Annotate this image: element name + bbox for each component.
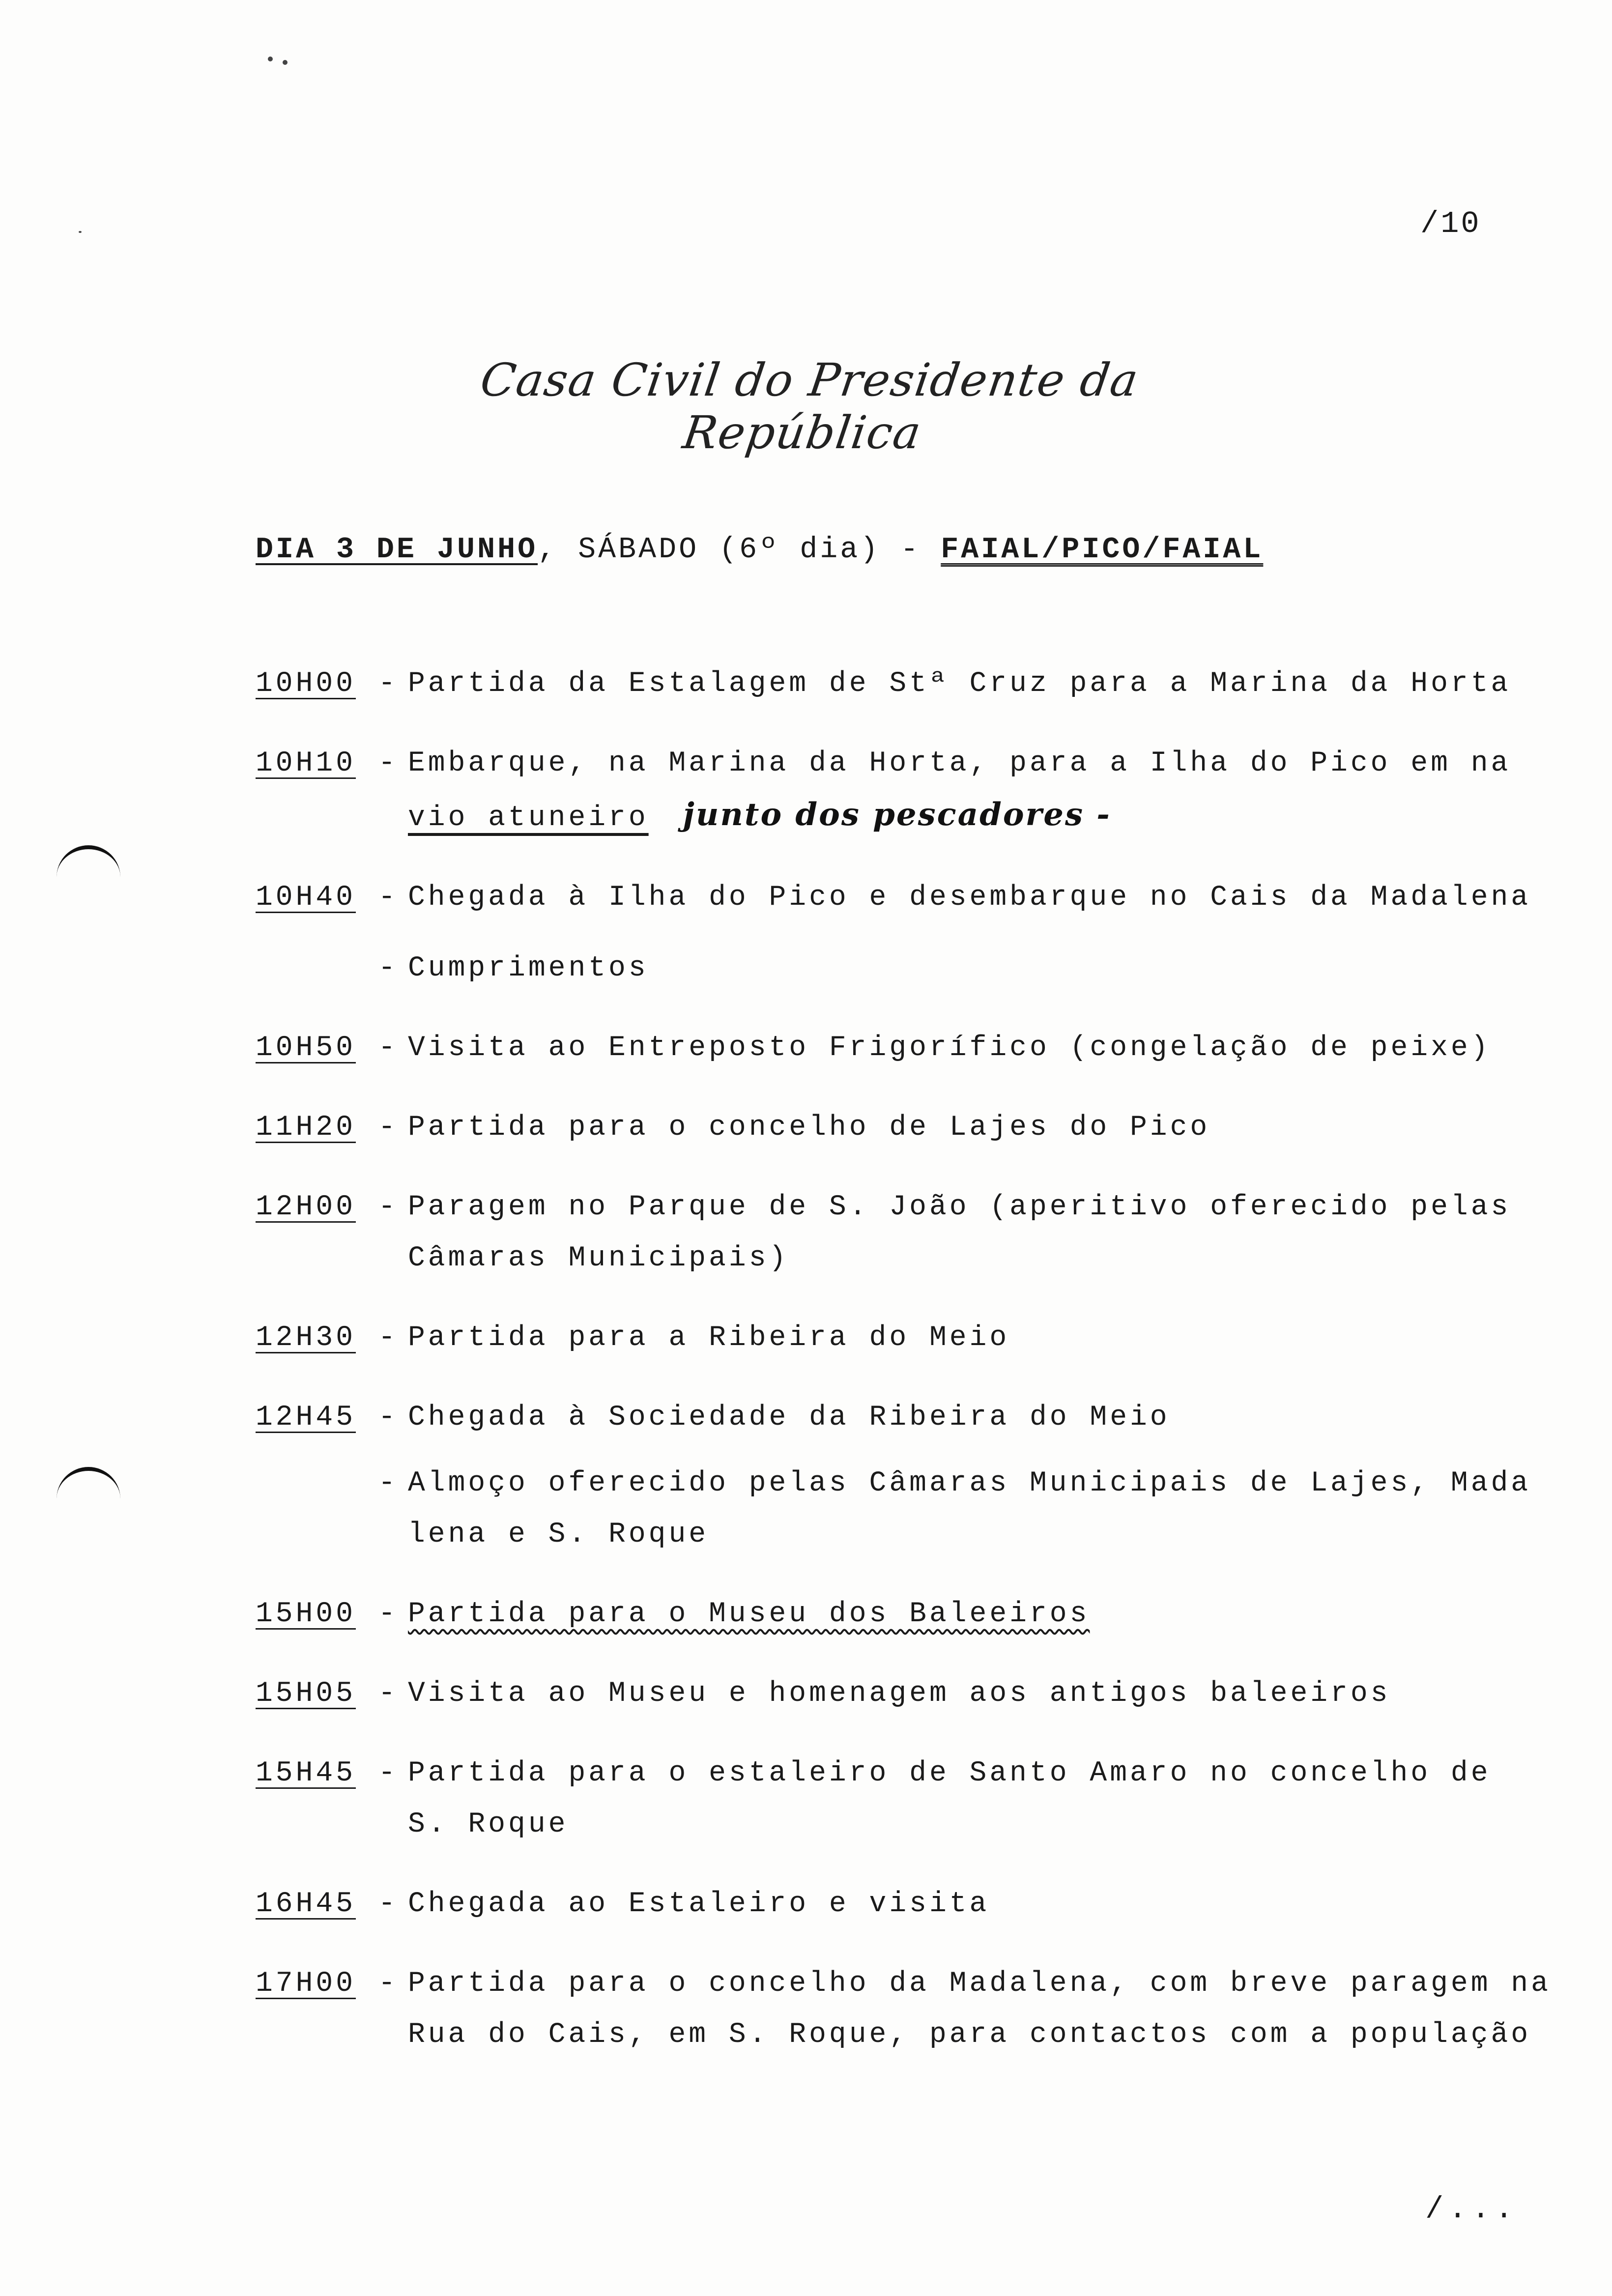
scan-speck [283, 60, 288, 65]
punch-hole-mark [57, 1467, 120, 1505]
entry-dash: - [378, 668, 399, 700]
punch-hole-mark [57, 845, 120, 884]
entry-text: Partida para o concelho de Lajes do Pico [408, 1112, 1210, 1144]
schedule-entry [256, 943, 1563, 994]
continuation-line [408, 789, 1563, 844]
entry-text: Chegada à Sociedade da Ribeira do Meio [408, 1402, 1170, 1434]
entry-dash: - [378, 1598, 399, 1630]
entry-dash: - [378, 952, 399, 984]
entry-dash: - [378, 1322, 399, 1354]
heading-dash: - [900, 533, 921, 567]
entry-dash: - [378, 882, 399, 914]
entry-text: Visita ao Museu e homenagem aos antigos baleeiros [408, 1678, 1391, 1710]
schedule-entry-continuation [256, 1509, 1563, 1560]
schedule-entry [256, 1668, 1563, 1720]
entry-text: Chegada ao Estaleiro e visita [408, 1888, 990, 1920]
schedule-entry-continuation [256, 1233, 1563, 1284]
schedule-entry [256, 1589, 1563, 1640]
heading-route: FAIAL/PICO/FAIAL [941, 533, 1264, 567]
entry-time: 12H30 [256, 1322, 356, 1354]
letterhead: Casa Civil do Presidente da República [477, 354, 1142, 459]
entry-text: Visita ao Entreposto Frigorífico (congelação de peixe) [408, 1032, 1491, 1064]
scan-speck [268, 57, 273, 61]
entry-text-continued: S. Roque [408, 1808, 569, 1840]
schedule-entry [256, 1023, 1563, 1074]
entry-text: Partida para o concelho da Madalena, com breve paragem na [408, 1968, 1551, 2000]
day-heading [256, 533, 1263, 567]
entry-time: 15H45 [256, 1757, 356, 1789]
entry-text: Embarque, na Marina da Horta, para a Ilha do Pico em na [408, 747, 1511, 779]
schedule-entry [256, 1313, 1563, 1364]
schedule-entry [256, 738, 1563, 789]
schedule-entry [256, 1458, 1563, 1509]
entry-dash: - [378, 1888, 399, 1920]
entry-dash: - [378, 1757, 399, 1789]
entry-text: Partida para o estaleiro de Santo Amaro no concelho de [408, 1757, 1491, 1789]
heading-date: DIA 3 DE JUNHO [256, 533, 538, 567]
entry-text-continued: Câmaras Municipais) [408, 1242, 789, 1274]
schedule-entry [256, 1392, 1563, 1443]
entry-dash: - [378, 1968, 399, 2000]
schedule-entry-continuation [256, 2009, 1563, 2061]
schedule-entry-continuation [256, 789, 1563, 844]
schedule-entry [256, 1182, 1563, 1233]
handwritten-annotation: junto dos pescadores - [683, 796, 1111, 833]
entry-dash: - [378, 1467, 399, 1499]
entry-time: 12H45 [256, 1402, 356, 1434]
entry-dash: - [378, 1402, 399, 1434]
entry-dash: - [378, 1191, 399, 1223]
entry-text-continued: Rua do Cais, em S. Roque, para contactos com a população [408, 2019, 1531, 2051]
entry-text: Partida para o Museu dos Baleeiros [408, 1598, 1090, 1630]
entry-text: Almoço oferecido pelas Câmaras Municipais de Lajes, Mada [408, 1467, 1531, 1499]
entry-text-continued: vio atuneiro [408, 802, 649, 834]
entry-dash: - [378, 1678, 399, 1710]
entry-dash: - [378, 747, 399, 779]
schedule-entry [256, 872, 1563, 923]
page-number: /10 [1420, 206, 1481, 241]
heading-separator: , [538, 533, 558, 567]
schedule-entry [256, 1879, 1563, 1930]
entry-text: Partida para a Ribeira do Meio [408, 1322, 1010, 1354]
entry-time: 15H00 [256, 1598, 356, 1630]
schedule-entry [256, 1958, 1563, 2009]
schedule-entry [256, 1102, 1563, 1153]
entry-time: 17H00 [256, 1968, 356, 2000]
schedule-entry [256, 1748, 1563, 1799]
entry-text: Chegada à Ilha do Pico e desembarque no Cais da Madalena [408, 882, 1531, 914]
heading-day: SÁBADO (6º dia) [578, 533, 881, 567]
entry-dash: - [378, 1032, 399, 1064]
scan-speck [79, 231, 82, 233]
entry-text: Cumprimentos [408, 952, 649, 984]
entry-time: 10H10 [256, 747, 356, 779]
entry-time: 16H45 [256, 1888, 356, 1920]
entry-time: 11H20 [256, 1112, 356, 1144]
entry-dash: - [378, 1112, 399, 1144]
entry-time: 10H00 [256, 668, 356, 700]
entry-time: 10H40 [256, 882, 356, 914]
entry-text: Partida da Estalagem de Stª Cruz para a Marina da Horta [408, 668, 1511, 700]
entry-text: Paragem no Parque de S. João (aperitivo oferecido pelas [408, 1191, 1511, 1223]
schedule-entry [256, 659, 1563, 710]
entry-time: 12H00 [256, 1191, 356, 1223]
schedule-entry-continuation [256, 1799, 1563, 1850]
continuation-marker: /... [1425, 2192, 1518, 2227]
entry-time: 10H50 [256, 1032, 356, 1064]
entry-text-continued: lena e S. Roque [408, 1519, 709, 1550]
entry-time: 15H05 [256, 1678, 356, 1710]
schedule-list [256, 659, 1563, 2061]
